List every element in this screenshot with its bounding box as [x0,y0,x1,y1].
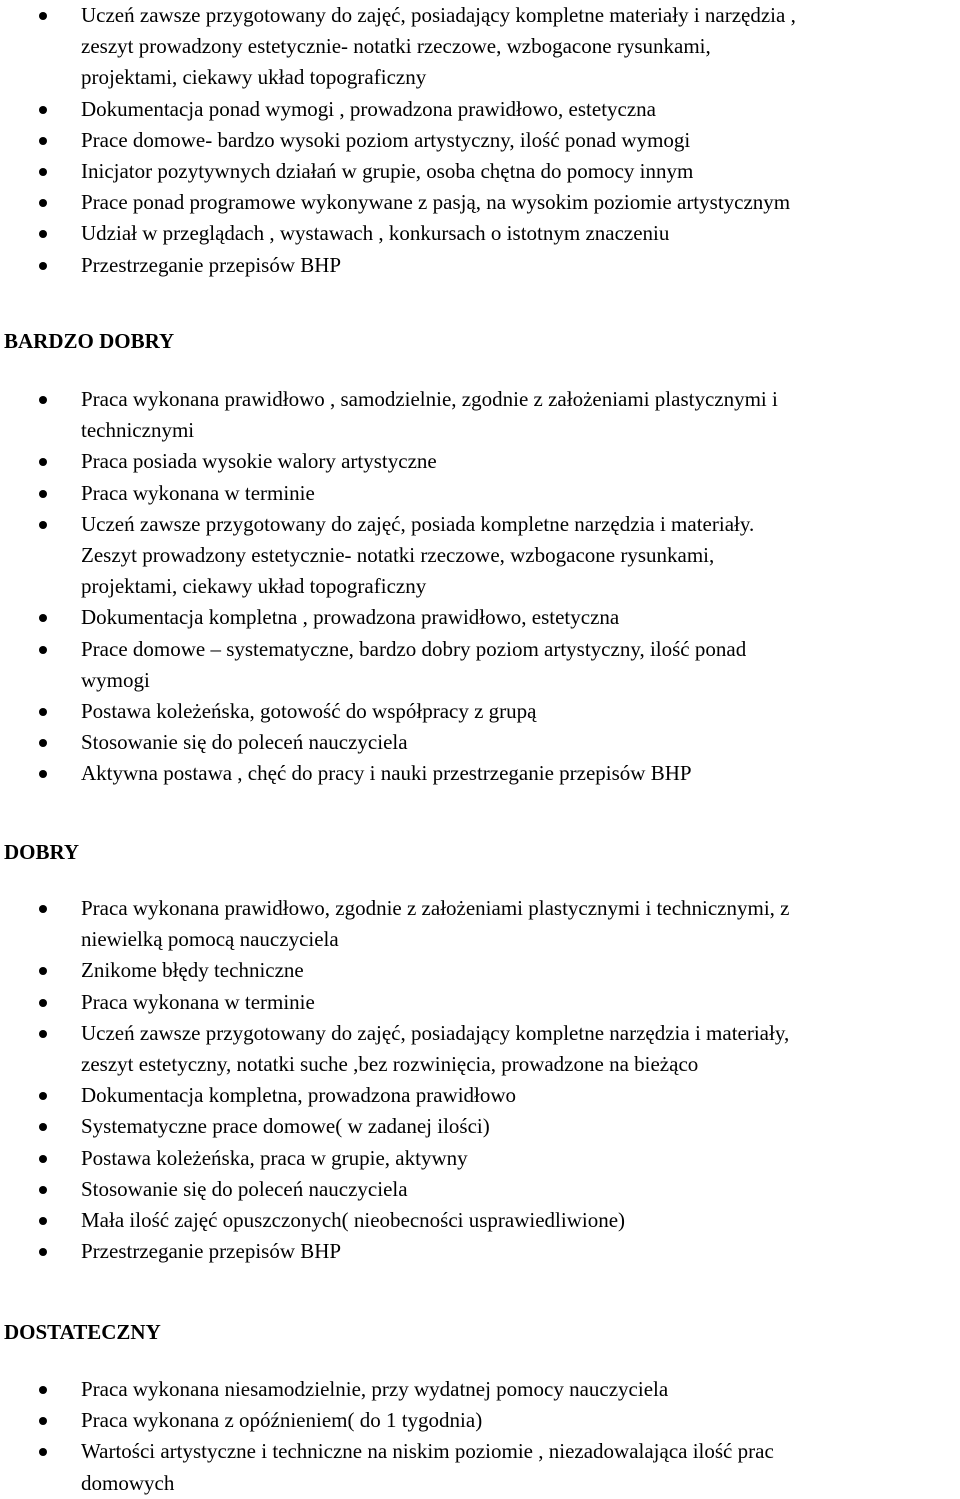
list-item-text: Inicjator pozytywnych działań w grupie, osoba chętna do pomocy innym [81,159,694,184]
list-item [0,758,780,789]
list-item-text: Prace domowe- bardzo wysoki poziom artystyczny, ilość ponad wymogi [81,127,691,152]
list-item [0,1111,792,1142]
list-item-text: Dokumentacja kompletna, prowadzona prawidłowo [81,1083,517,1108]
list-item [0,696,780,727]
list-item-text: Wartości artystyczne i techniczne na niskim poziomie , niezadowalająca ilość prac [81,1439,774,1464]
list-item [0,987,792,1018]
list-item [0,384,780,446]
list-item-text: Praca wykonana niesamodzielnie, przy wydatnej pomocy nauczyciela [81,1377,669,1401]
heading-bardzo-dobry: BARDZO DOBRY [4,329,175,353]
list-item [0,727,780,758]
list-item-text: domowych [81,1470,175,1495]
list-item [0,0,798,94]
list-item [0,187,798,218]
list-item-text: Praca wykonana w terminie [81,480,315,505]
list-item-text: Zeszyt prowadzony estetycznie- notatki rzeczowe, wzbogacone rysunkami, [81,543,715,568]
list-item [0,218,798,249]
list-item-text: Uczeń zawsze przygotowany do zajęć, posiadający kompletne materiały i narzędzia , [81,3,796,27]
list-item [0,955,792,986]
list-item [0,1080,792,1111]
list-item-text: Przestrzeganie przepisów BHP [81,1239,342,1264]
list-item-text: Mała ilość zajęć opuszczonych( nieobecności usprawiedliwione) [81,1208,626,1233]
list-item [0,94,798,125]
list-item [0,509,780,603]
dostateczny-criteria-list [0,1374,776,1499]
list-item-text: wymogi [81,667,150,692]
list-item [0,156,798,187]
heading-dobry: DOBRY [4,840,80,864]
list-item-text: Praca wykonana prawidłowo , samodzielnie, zgodnie z założeniami plastycznymi i [81,387,778,411]
list-item [0,446,780,477]
list-item-text: niewielką pomocą nauczyciela [81,927,339,952]
bardzo-dobry-criteria-list [0,384,780,790]
list-item-text: Stosowanie się do poleceń nauczyciela [81,1176,408,1201]
list-item [0,1143,792,1174]
list-item-text: Praca wykonana prawidłowo, zgodnie z założeniami plastycznymi i technicznymi, z [81,896,790,920]
list-item-text: Postawa koleżeńska, praca w grupie, aktywny [81,1145,468,1170]
list-item [0,478,780,509]
list-item [0,1374,776,1405]
list-item-text: Udział w przeglądach , wystawach , konkursach o istotnym znaczeniu [81,221,670,246]
list-item-text: Praca posiada wysokie walory artystyczne [81,449,437,474]
list-item-text: Dokumentacja ponad wymogi , prowadzona prawidłowo, estetyczna [81,96,656,121]
list-item [0,125,798,156]
list-item [0,1436,776,1498]
list-item [0,250,798,281]
list-item-text: Dokumentacja kompletna , prowadzona prawidłowo, estetyczna [81,605,620,630]
list-item-text: zeszyt estetyczny, notatki suche ,bez rozwinięcia, prowadzone na bieżąco [81,1052,699,1077]
list-item [0,1018,792,1080]
list-item [0,1236,792,1267]
list-item [0,634,780,696]
list-item-text: Przestrzeganie przepisów BHP [81,252,342,277]
list-item-text: Postawa koleżeńska, gotowość do współpracy z grupą [81,699,537,724]
list-item [0,1205,792,1236]
list-item [0,602,780,633]
list-item [0,1405,776,1436]
list-item [0,893,792,955]
list-item-text: Prace domowe – systematyczne, bardzo dobry poziom artystyczny, ilość ponad [81,636,747,661]
dobry-criteria-list [0,893,792,1267]
list-item-text: Uczeń zawsze przygotowany do zajęć, posiadający kompletne narzędzia i materiały, [81,1020,790,1045]
list-item-text: Znikome błędy techniczne [81,958,304,983]
list-item-text: Aktywna postawa , chęć do pracy i nauki przestrzeganie przepisów BHP [81,761,692,786]
list-item [0,1174,792,1205]
intro-criteria-list [0,0,798,281]
list-item-text: Prace ponad programowe wykonywane z pasją, na wysokim poziomie artystycznym [81,190,791,215]
list-item-text: Systematyczne prace domowe( w zadanej ilości) [81,1114,490,1139]
list-item-text: Praca wykonana z opóźnieniem( do 1 tygodnia) [81,1408,483,1433]
list-item-text: projektami, ciekawy układ topograficzny [81,65,427,90]
list-item-text: technicznymi [81,418,195,443]
list-item-text: Uczeń zawsze przygotowany do zajęć, posiada kompletne narzędzia i materiały. [81,511,755,536]
list-item-text: Praca wykonana w terminie [81,989,315,1014]
list-item-text: projektami, ciekawy układ topograficzny [81,574,427,599]
list-item-text: zeszyt prowadzony estetycznie- notatki rzeczowe, wzbogacone rysunkami, [81,34,711,59]
heading-dostateczny: DOSTATECZNY [4,1320,161,1344]
list-item-text: Stosowanie się do poleceń nauczyciela [81,730,408,755]
